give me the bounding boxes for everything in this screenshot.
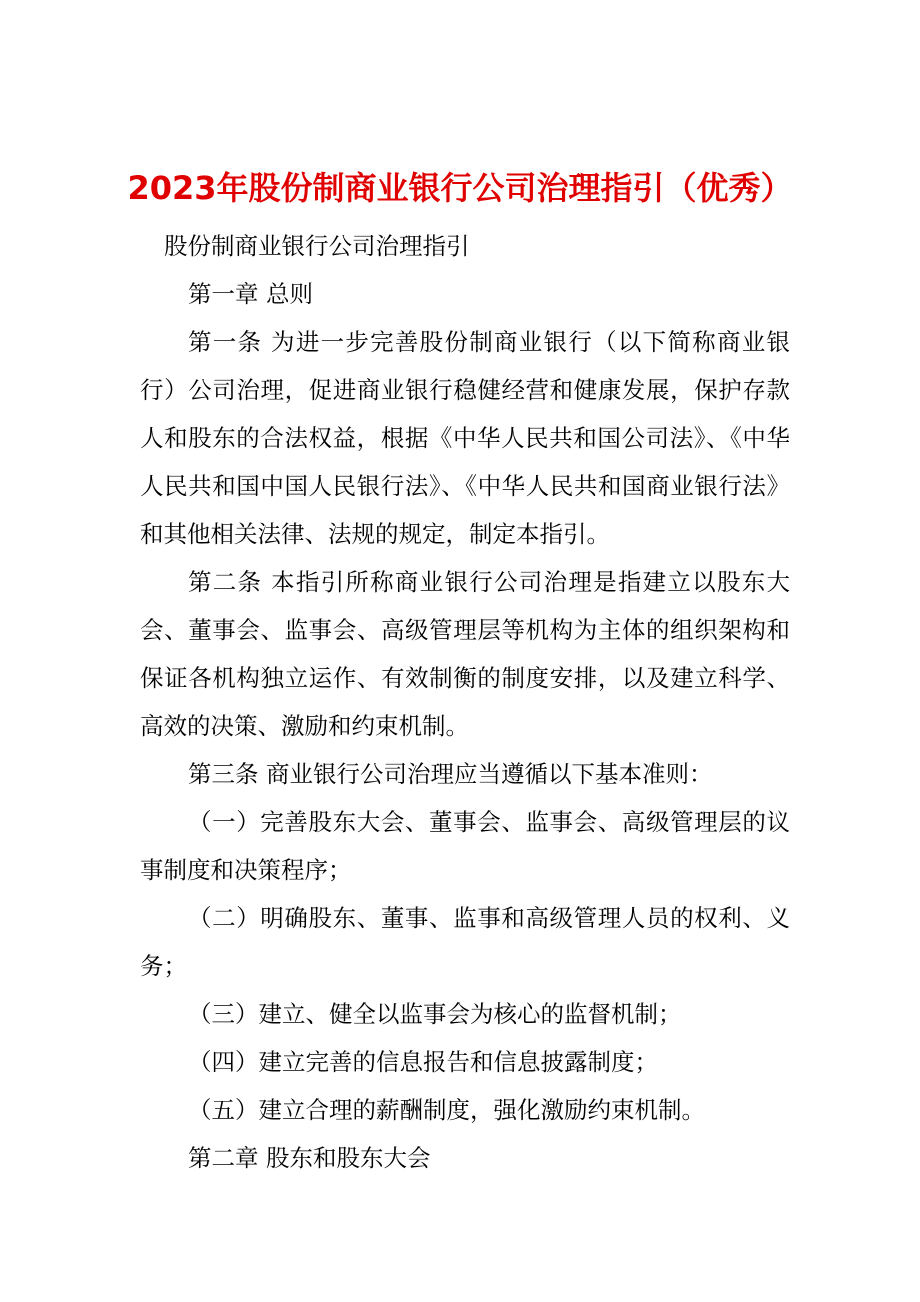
- paragraph-item-1: （一）完善股东大会、董事会、监事会、高级管理层的议事制度和决策程序；: [140, 808, 790, 884]
- paragraph-chapter-2-heading: 第二章 股东和股东大会: [188, 1144, 431, 1172]
- paragraph-item-3: （三）建立、健全以监事会为核心的监督机制；: [188, 1000, 682, 1028]
- paragraph-item-2: （二）明确股东、董事、监事和高级管理人员的权利、义务；: [140, 904, 790, 980]
- document-body: [140, 222, 790, 1182]
- paragraph-item-5: （五）建立合理的薪酬制度，强化激励约束机制。: [188, 1096, 705, 1124]
- paragraph-item-4: （四）建立完善的信息报告和信息披露制度；: [188, 1048, 658, 1076]
- paragraph-chapter-1-heading: 第一章 总则: [188, 280, 313, 308]
- paragraph-article-3: 第三条 商业银行公司治理应当遵循以下基本准则：: [188, 760, 713, 788]
- document-title: 2023年股份制商业银行公司治理指引（优秀）: [127, 169, 793, 208]
- paragraph-guideline-heading: 股份制商业银行公司治理指引: [164, 232, 470, 260]
- paragraph-article-1: 第一条 为进一步完善股份制商业银行（以下简称商业银行）公司治理，促进商业银行稳健经营和健康发展，保护存款人和股东的合法权益，根据《中华人民共和国公司法》、《中华人民共和国中国人民银行法》、《中华人民共和国商业银行法》和其他相关法律、法规的规定，制定本指引。: [140, 328, 790, 548]
- paragraph-article-2: 第二条 本指引所称商业银行公司治理是指建立以股东大会、董事会、监事会、高级管理层等机构为主体的组织架构和保证各机构独立运作、有效制衡的制度安排，以及建立科学、高效的决策、激励和约束机制。: [140, 568, 790, 740]
